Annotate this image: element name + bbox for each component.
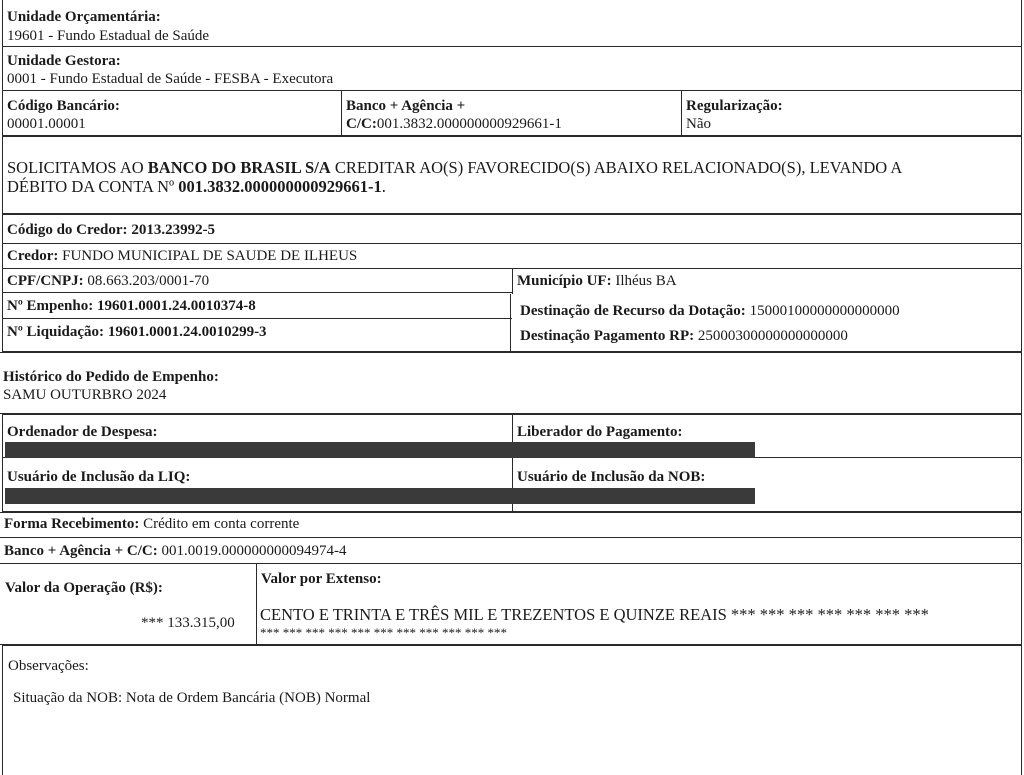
banco-favorecido xyxy=(4,543,347,560)
destinacao-dotacao-value: 15000100000000000000 xyxy=(749,303,900,319)
unidade-gestora-value: 0001 - Fundo Estadual de Saúde - FESBA - Executora xyxy=(7,71,334,87)
credor xyxy=(7,248,357,265)
codigo-bancario-label: Código Bancário: xyxy=(7,98,120,114)
destinacao-dotacao xyxy=(520,303,900,320)
empenho-value: 19601.0001.24.0010374-8 xyxy=(96,298,256,314)
regularizacao-value: Não xyxy=(686,116,711,132)
historico-label: Histórico do Pedido de Empenho: xyxy=(3,369,219,385)
credor-value: FUNDO MUNICIPAL DE SAUDE DE ILHEUS xyxy=(62,248,358,264)
valor-extenso-line1: CENTO E TRINTA E TRÊS MIL E TREZENTOS E QUINZE REAIS *** *** *** *** *** *** *** xyxy=(260,605,929,624)
codigo-credor xyxy=(7,222,215,239)
observacoes-section xyxy=(2,645,1022,775)
valor-extenso-line2: *** *** *** *** *** *** *** *** *** *** *** xyxy=(260,625,507,640)
banco-agencia-label: Banco + Agência + xyxy=(346,98,466,114)
destinacao-rp-label: Destinação Pagamento RP: xyxy=(520,328,695,344)
debit-account: 001.3832.000000000929661-1 xyxy=(178,177,382,196)
usuario-nob-label: Usuário de Inclusão da NOB: xyxy=(517,469,706,485)
bank-name: BANCO DO BRASIL S/A xyxy=(147,158,331,177)
destinacao-dotacao-label: Destinação de Recurso da Dotação: xyxy=(520,303,746,319)
usuario-liq-redacted xyxy=(5,488,755,504)
unidade-gestora-label: Unidade Gestora: xyxy=(7,53,121,69)
banco-favorecido-value: 001.0019.000000000094974-4 xyxy=(161,543,347,559)
forma-recebimento-value: Crédito em conta corrente xyxy=(143,516,300,532)
liquidacao-label: Nº Liquidação: xyxy=(7,324,105,340)
liquidacao-value: 19601.0001.24.0010299-3 xyxy=(107,324,267,340)
cpf-cnpj xyxy=(7,273,209,290)
solicitacao-text-d: . xyxy=(381,177,386,196)
valor-extenso-label: Valor por Extenso: xyxy=(261,571,382,587)
empenho-label: Nº Empenho: xyxy=(7,298,94,314)
solicitacao-text-a: SOLICITAMOS AO xyxy=(7,158,148,177)
unidade-orcamentaria-value: 19601 - Fundo Estadual de Saúde xyxy=(7,28,210,44)
cpf-cnpj-value: 08.663.203/0001-70 xyxy=(87,273,210,289)
solicitacao-text-c: DÉBITO DA CONTA Nº xyxy=(7,177,179,196)
solicitacao-line2 xyxy=(7,178,386,195)
historico-value: SAMU OUTURBRO 2024 xyxy=(3,387,167,403)
municipio-label: Município UF: xyxy=(517,273,612,289)
usuario-liq-label: Usuário de Inclusão da LIQ: xyxy=(7,469,191,485)
codigo-credor-label: Código do Credor: xyxy=(7,222,128,238)
codigo-bancario-value: 00001.00001 xyxy=(7,116,86,132)
valor-operacao-value: *** 133.315,00 xyxy=(141,615,235,631)
codigo-credor-value: 2013.23992-5 xyxy=(131,222,216,238)
banco-favorecido-label: Banco + Agência + C/C: xyxy=(4,543,158,559)
unidade-orcamentaria-label: Unidade Orçamentária: xyxy=(7,9,161,25)
ordenador-redacted xyxy=(5,442,755,458)
regularizacao-label: Regularização: xyxy=(686,98,783,114)
liberador-label: Liberador do Pagamento: xyxy=(517,424,683,440)
empenho xyxy=(7,298,256,315)
banco-agencia-cc xyxy=(346,116,562,133)
destinacao-rp xyxy=(520,328,848,345)
observacoes-label: Observações: xyxy=(8,658,89,674)
cc-value: 001.3832.000000000929661-1 xyxy=(376,116,562,132)
solicitacao-line1 xyxy=(7,159,902,176)
ordenador-label: Ordenador de Despesa: xyxy=(7,424,158,440)
liquidacao xyxy=(7,324,267,341)
forma-recebimento-label: Forma Recebimento: xyxy=(4,516,140,532)
solicitacao-text-b: CREDITAR AO(S) FAVORECIDO(S) ABAIXO RELACIONADO(S), LEVANDO A xyxy=(330,158,903,177)
municipio-value: Ilhéus BA xyxy=(615,273,677,289)
forma-recebimento xyxy=(4,516,299,533)
cc-label: C/C: xyxy=(346,116,377,132)
situacao-nob: Situação da NOB: Nota de Ordem Bancária (NOB) Normal xyxy=(13,690,371,706)
credor-label: Credor: xyxy=(7,248,59,264)
valor-operacao-label: Valor da Operação (R$): xyxy=(5,580,163,596)
destinacao-rp-value: 25000300000000000000 xyxy=(697,328,848,344)
cpf-cnpj-label: CPF/CNPJ: xyxy=(7,273,84,289)
municipio xyxy=(517,273,677,290)
